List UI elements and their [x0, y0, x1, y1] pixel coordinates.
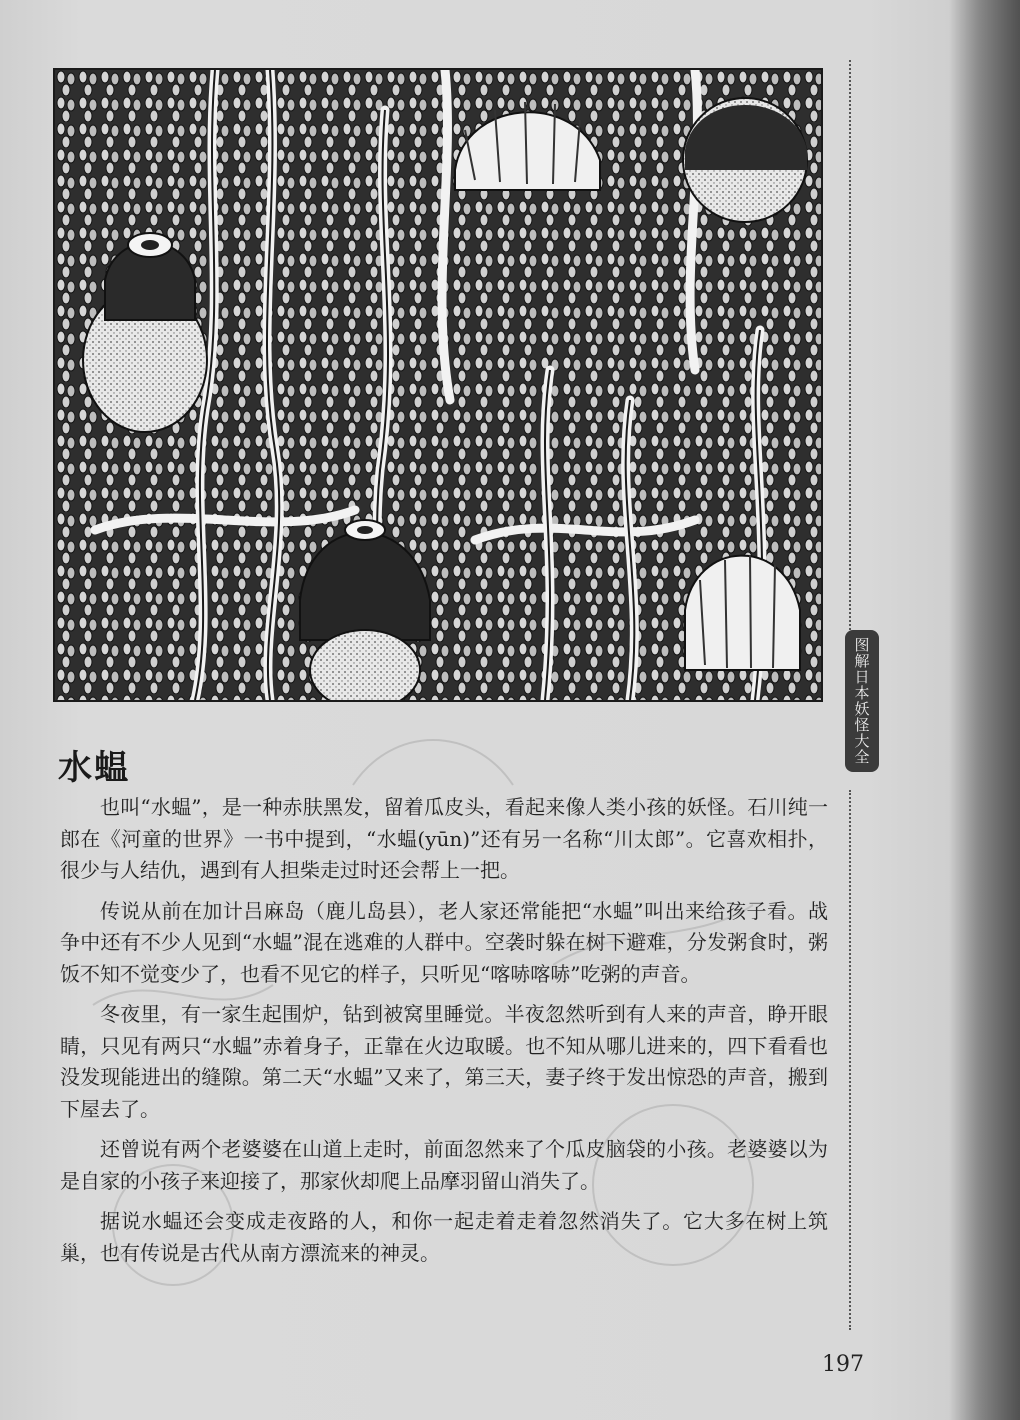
kappa-creature-right	[683, 98, 807, 222]
article-title: 水蝹	[58, 748, 130, 788]
paragraph: 还曾说有两个老婆婆在山道上走时，前面忽然来了个瓜皮脑袋的小孩。老婆婆以为是自家的小孩子来迎接了，那家伙却爬上品摩羽留山消失了。	[60, 1137, 828, 1193]
side-tab-label: 图解日本妖怪大全	[852, 637, 871, 765]
paragraph: 冬夜里，有一家生起围炉，钻到被窝里睡觉。半夜忽然听到有人来的声音，睁开眼睛，只见有两只“水蝹”赤着身子，正靠在火边取暖。也不知从哪儿进来的，四下看看也没发现能进出的缝隙。第二天“水蝹”又来了，第三天，妻子终于发出惊恐的声音，搬到下屋去了。	[60, 1002, 828, 1121]
paragraph: 传说从前在加计吕麻岛（鹿儿岛县），老人家还常能把“水蝹”叫出来给孩子看。战争中还有不少人见到“水蝹”混在逃难的人群中。空袭时躲在树下避难，分发粥食时，粥饭不知不觉变少了，也看不见它的样子，只听见“喀哧喀哧”吃粥的声音。	[60, 898, 828, 986]
chapter-side-tab	[845, 630, 879, 772]
forest-illustration	[55, 70, 821, 700]
page-number: 197	[822, 1352, 864, 1377]
paragraph: 据说水蝹还会变成走夜路的人，和你一起走着走着忽然消失了。它大多在树上筑巢，也有传说是古代从南方漂流来的神灵。	[60, 1209, 828, 1265]
article-body	[60, 792, 828, 1278]
spine-shadow	[950, 0, 1020, 1420]
illustration	[53, 68, 823, 702]
dotted-margin-rule-lower	[849, 790, 851, 1330]
paragraph: 也叫“水蝹”，是一种赤肤黑发，留着瓜皮头，看起来像人类小孩的妖怪。石川纯一郎在《河童的世界》一书中提到，“水蝹(yūn)”还有另一名称“川太郎”。它喜欢相扑，很少与人结仇，遇到有人担柴走过时还会帮上一把。	[60, 795, 828, 882]
dotted-margin-rule	[849, 60, 851, 630]
